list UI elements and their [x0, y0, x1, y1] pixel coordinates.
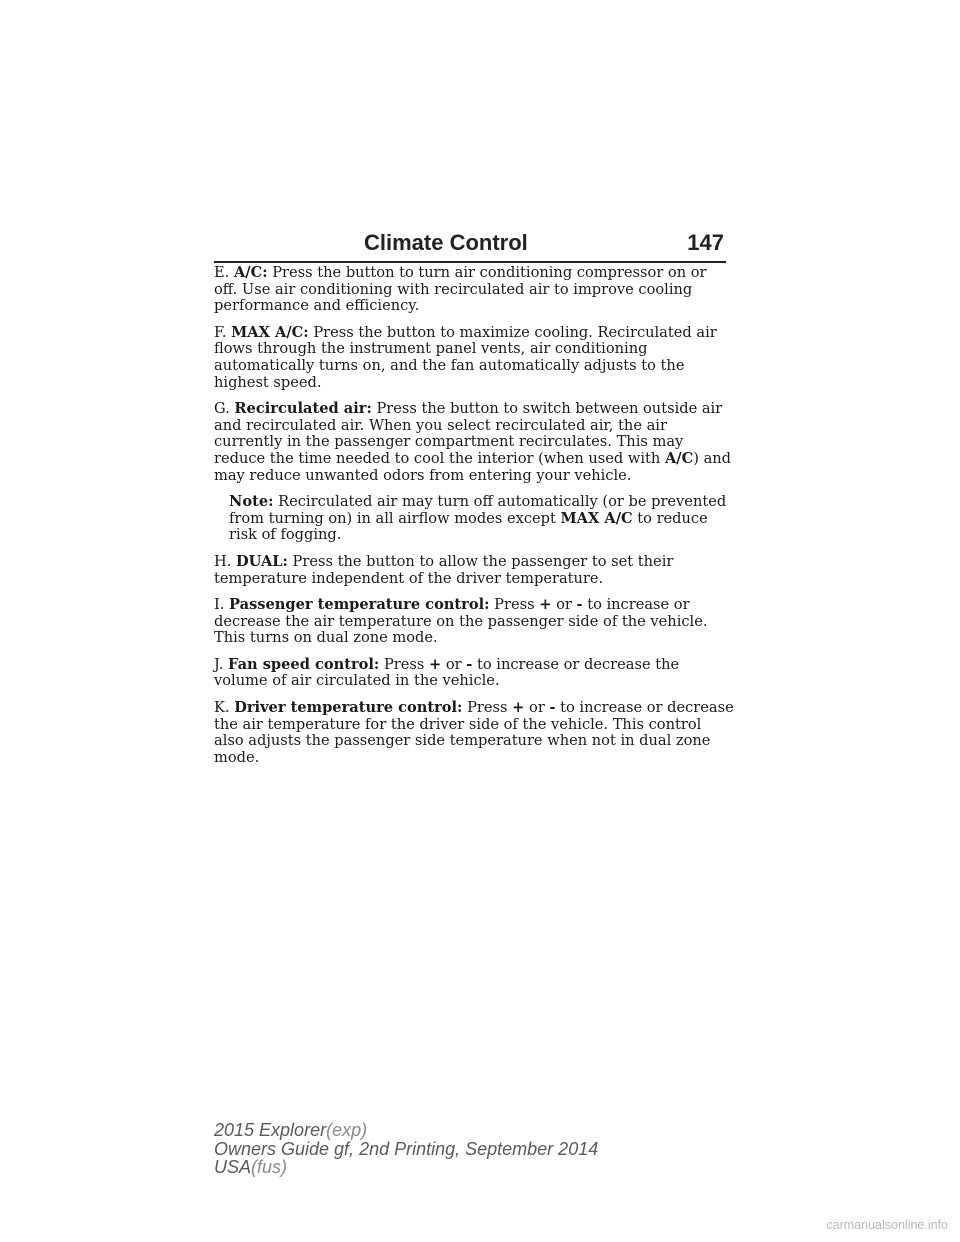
paragraph-driver-temperature	[214, 700, 734, 766]
body-content	[214, 265, 734, 776]
item-text: to increase or decrease the air temperature on the passenger side of the vehicle. This turns on dual zone mode.	[214, 596, 708, 647]
page-footer	[214, 1121, 734, 1177]
item-prefix: E.	[214, 264, 234, 281]
item-text: or	[551, 596, 577, 614]
watermark-text: carmanualsonline.info	[826, 1218, 948, 1232]
item-label: Fan speed control:	[228, 655, 380, 673]
paragraph-recirculated-air	[214, 401, 734, 484]
minus-symbol: -	[549, 699, 556, 717]
item-label: DUAL:	[236, 552, 288, 570]
item-text: to increase or decrease the volume of air circulated in the vehicle.	[214, 655, 680, 690]
footer-line-model	[214, 1121, 734, 1140]
paragraph-passenger-temperature	[214, 597, 734, 647]
item-text: or	[441, 655, 467, 673]
item-label: Passenger temperature control:	[229, 596, 490, 614]
minus-symbol: -	[466, 655, 473, 673]
paragraph-fan-speed	[214, 657, 734, 690]
item-label: A/C:	[233, 264, 268, 281]
item-prefix: G.	[214, 400, 235, 418]
item-text: Press the button to allow the passenger to set their temperature independent of the driver temperature.	[214, 552, 674, 587]
item-text: to increase or decrease the air temperature for the driver side of the vehicle. This control also adjusts the passenger side temperature when not in dual zone mode.	[214, 699, 734, 766]
footer-model-code: (exp)	[326, 1120, 368, 1140]
item-prefix: I.	[214, 596, 230, 614]
paragraph-max-ac	[214, 325, 734, 391]
paragraph-ac	[214, 265, 734, 315]
item-prefix: K.	[214, 699, 235, 717]
page-header	[214, 226, 726, 262]
item-text: Press the button to maximize cooling. Recirculated air flows through the instrument panel vents, air conditioning automatically turns on, and the fan automatically adjusts to the highest speed.	[214, 323, 717, 391]
inline-bold: A/C	[664, 449, 694, 467]
item-text: Press	[489, 596, 540, 614]
plus-symbol: +	[429, 655, 442, 673]
footer-line-guide: Owners Guide gf, 2nd Printing, September 2014	[214, 1138, 599, 1159]
item-label: MAX A/C:	[231, 323, 309, 341]
paragraph-dual	[214, 554, 734, 587]
item-label: Driver temperature control:	[234, 699, 463, 717]
note-label: Note:	[229, 493, 274, 511]
footer-line-region	[214, 1158, 734, 1177]
item-text: Press	[379, 655, 430, 673]
section-title: Climate Control	[364, 230, 528, 255]
footer-region-code: (fus)	[251, 1157, 288, 1177]
item-text: ) and may reduce unwanted odors from entering your vehicle.	[214, 449, 732, 484]
minus-symbol: -	[576, 596, 583, 614]
item-label: Recirculated air:	[234, 400, 372, 418]
page-number: 147	[687, 230, 724, 255]
item-prefix: H.	[214, 552, 237, 570]
item-text: Press the button to turn air conditioning compressor on or off. Use air conditioning with recirculated air to improve cooling performance and efficiency.	[214, 264, 707, 315]
item-prefix: F.	[214, 323, 232, 341]
plus-symbol: +	[539, 596, 552, 614]
note-text: to reduce risk of fogging.	[229, 509, 708, 544]
inline-bold: MAX A/C	[560, 509, 633, 527]
note-paragraph	[229, 494, 734, 544]
item-text: Press	[462, 699, 513, 717]
item-prefix: J.	[214, 655, 228, 673]
plus-symbol: +	[512, 699, 525, 717]
note-text: Recirculated air may turn off automatically (or be prevented from turning on) in all airflow modes except	[229, 493, 727, 527]
header-rule	[214, 261, 726, 263]
footer-region: USA	[214, 1157, 252, 1177]
item-text: Press the button to switch between outside air and recirculated air. When you select recirculated air, the air currently in the passenger compartment recirculates. This may reduce the time needed to cool the interior (when used with	[214, 400, 723, 467]
item-text: or	[524, 699, 550, 717]
footer-model: 2015 Explorer	[214, 1120, 327, 1140]
